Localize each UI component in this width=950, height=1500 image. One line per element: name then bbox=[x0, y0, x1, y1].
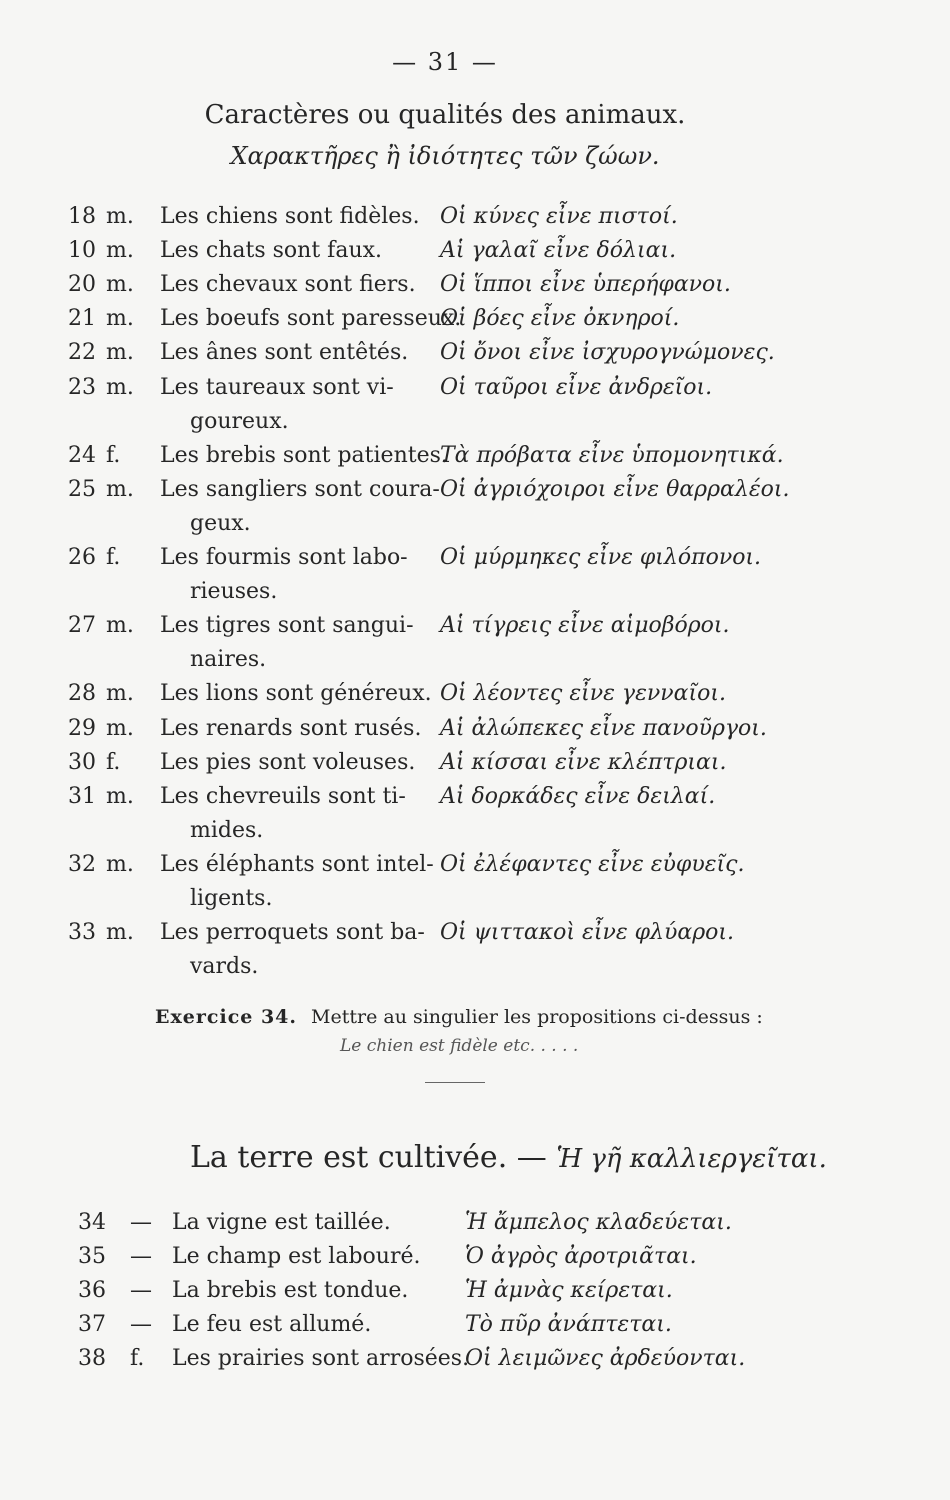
entry-french: Les ânes sont entêtés. bbox=[160, 340, 409, 366]
entry-row bbox=[0, 748, 950, 778]
entry-french: Les lions sont généreux. bbox=[160, 681, 432, 707]
exercise-text: Mettre au singulier les propositions ci-dessus : bbox=[311, 1006, 763, 1028]
entry-mark: — bbox=[130, 1278, 152, 1303]
entry-greek: Αἱ γαλαῖ εἶνε δόλιαι. bbox=[440, 238, 677, 264]
entry-number: 27 bbox=[68, 613, 96, 639]
entry-french: Le champ est labouré. bbox=[172, 1244, 421, 1269]
entry-greek: Αἱ κίσσαι εἶνε κλέπτριαι. bbox=[440, 749, 727, 775]
entry-number: 21 bbox=[68, 306, 96, 332]
entry-number: 36 bbox=[78, 1278, 106, 1303]
entry-gender: m. bbox=[106, 340, 134, 366]
entry-number: 28 bbox=[68, 681, 96, 707]
section-title: Caractères ou qualités des animaux. bbox=[204, 100, 686, 130]
entry-row bbox=[0, 850, 950, 880]
entry-gender: m. bbox=[106, 306, 134, 332]
section-title-2-french: La terre est cultivée. — bbox=[190, 1140, 547, 1175]
entry-gender: m. bbox=[106, 851, 134, 877]
entry-french: Les prairies sont arrosées. bbox=[172, 1346, 470, 1371]
entry-mark: — bbox=[130, 1312, 152, 1337]
entry-row bbox=[0, 202, 950, 232]
entry-french: La vigne est taillée. bbox=[172, 1210, 391, 1235]
entry-french-continued: vards. bbox=[190, 954, 259, 980]
section-divider bbox=[425, 1082, 485, 1083]
entry-row-2 bbox=[0, 1276, 950, 1306]
entry-greek: Οἱ ψιττακοὶ εἶνε φλύαροι. bbox=[440, 920, 735, 946]
page-number: — 31 — bbox=[392, 48, 498, 76]
entry-greek: Τὰ πρόβατα εἶνε ὑπομονητικά. bbox=[440, 442, 784, 468]
entry-french-continued: geux. bbox=[190, 510, 251, 536]
entry-number: 26 bbox=[68, 545, 96, 570]
entry-gender: f. bbox=[106, 545, 121, 570]
entry-greek: Αἱ τίγρεις εἶνε αἱμοβόροι. bbox=[440, 613, 730, 639]
entry-french: Les pies sont voleuses. bbox=[160, 749, 416, 775]
entry-row bbox=[0, 441, 950, 471]
entry-row bbox=[0, 611, 950, 641]
entry-continuation bbox=[0, 407, 950, 437]
entry-row bbox=[0, 679, 950, 709]
entry-mark: — bbox=[130, 1244, 152, 1269]
entry-gender: m. bbox=[106, 476, 134, 502]
entry-continuation bbox=[0, 884, 950, 914]
entry-row bbox=[0, 304, 950, 334]
entry-row bbox=[0, 475, 950, 505]
entry-gender: m. bbox=[106, 374, 134, 400]
entry-number: 38 bbox=[78, 1346, 106, 1371]
entry-french-continued: mides. bbox=[190, 817, 264, 843]
entry-mark: — bbox=[130, 1210, 152, 1235]
entry-greek: Οἱ ὄνοι εἶνε ἰσχυρογνώμονες. bbox=[440, 340, 775, 366]
entry-greek: Ὁ ἀγρὸς ἀροτριᾶται. bbox=[465, 1244, 697, 1269]
entry-french: Les brebis sont patientes. bbox=[160, 442, 448, 468]
entry-row bbox=[0, 782, 950, 812]
entry-number: 37 bbox=[78, 1312, 106, 1337]
entry-number: 23 bbox=[68, 374, 96, 400]
entry-number: 10 bbox=[68, 238, 96, 264]
entry-number: 32 bbox=[68, 851, 96, 877]
entry-row bbox=[0, 714, 950, 744]
entry-greek: Οἱ ταῦροι εἶνε ἀνδρεῖοι. bbox=[440, 374, 713, 400]
entry-continuation bbox=[0, 645, 950, 675]
entry-mark: f. bbox=[130, 1346, 145, 1371]
entry-greek: Οἱ λειμῶνες ἀρδεύονται. bbox=[465, 1346, 746, 1371]
entry-greek: Ἡ ἄμπελος κλαδεύεται. bbox=[465, 1210, 732, 1235]
entry-greek: Αἱ ἀλώπεκες εἶνε πανοῦργοι. bbox=[440, 715, 767, 741]
entry-greek: Τὸ πῦρ ἀνάπτεται. bbox=[465, 1312, 672, 1337]
entry-row-2 bbox=[0, 1242, 950, 1272]
entry-french: Les chevaux sont fiers. bbox=[160, 272, 416, 298]
entry-gender: m. bbox=[106, 920, 134, 946]
entry-continuation bbox=[0, 509, 950, 539]
entry-number: 22 bbox=[68, 340, 96, 366]
entry-french: Les taureaux sont vi- bbox=[160, 374, 394, 400]
entry-gender: m. bbox=[106, 204, 134, 229]
entry-french: La brebis est tondue. bbox=[172, 1278, 409, 1303]
section-title-2-greek: Ἡ γῆ καλλιεργεῖται. bbox=[556, 1144, 827, 1174]
entry-gender: m. bbox=[106, 783, 134, 809]
entry-greek: Οἱ βόες εἶνε ὀκνηροί. bbox=[440, 306, 680, 332]
entry-greek: Ἡ ἀμνὰς κείρεται. bbox=[465, 1278, 673, 1303]
entry-gender: m. bbox=[106, 681, 134, 707]
entry-number: 35 bbox=[78, 1244, 106, 1269]
entry-french-continued: ligents. bbox=[190, 886, 273, 911]
entry-gender: m. bbox=[106, 238, 134, 264]
entry-french: Le feu est allumé. bbox=[172, 1312, 372, 1337]
entry-gender: f. bbox=[106, 442, 121, 468]
exercise-instruction bbox=[155, 1006, 763, 1028]
entry-number: 25 bbox=[68, 476, 96, 502]
entry-french: Les éléphants sont intel- bbox=[160, 851, 434, 877]
entry-greek: Αἱ δορκάδες εἶνε δειλαί. bbox=[440, 783, 716, 809]
entry-number: 29 bbox=[68, 715, 96, 741]
entry-french: Les tigres sont sangui- bbox=[160, 613, 414, 639]
entry-number: 20 bbox=[68, 272, 96, 298]
entry-row-2 bbox=[0, 1208, 950, 1238]
entry-greek: Οἱ ἵπποι εἶνε ὑπερήφανοι. bbox=[440, 272, 731, 298]
entry-row bbox=[0, 236, 950, 266]
entry-number: 24 bbox=[68, 442, 96, 468]
entry-continuation bbox=[0, 816, 950, 846]
entry-greek: Οἱ μύρμηκες εἶνε φιλόπονοι. bbox=[440, 545, 762, 570]
entry-gender: m. bbox=[106, 715, 134, 741]
entry-number: 34 bbox=[78, 1210, 106, 1235]
entry-gender: f. bbox=[106, 749, 121, 775]
entry-french: Les chiens sont fidèles. bbox=[160, 204, 420, 229]
entry-gender: m. bbox=[106, 272, 134, 298]
entry-french: Les renards sont rusés. bbox=[160, 715, 422, 741]
entry-row bbox=[0, 270, 950, 300]
entry-greek: Οἱ ἀγριόχοιροι εἶνε θαρραλέοι. bbox=[440, 476, 790, 502]
entry-number: 30 bbox=[68, 749, 96, 775]
entry-french: Les perroquets sont ba- bbox=[160, 920, 425, 946]
entry-french: Les chats sont faux. bbox=[160, 238, 383, 264]
exercise-label: Exercice 34. bbox=[155, 1006, 298, 1028]
entry-french-continued: rieuses. bbox=[190, 579, 278, 605]
section-title-greek: Χαρακτῆρες ἢ ἰδιότητες τῶν ζώων. bbox=[230, 142, 660, 170]
entry-row-2 bbox=[0, 1310, 950, 1340]
entry-row bbox=[0, 918, 950, 948]
entry-french: Les boeufs sont paresseux. bbox=[160, 306, 462, 332]
entry-number: 18 bbox=[68, 204, 96, 229]
entry-row-2 bbox=[0, 1344, 950, 1374]
section-title-2 bbox=[190, 1140, 827, 1175]
entry-greek: Οἱ λέοντες εἶνε γενναῖοι. bbox=[440, 681, 726, 707]
entry-row bbox=[0, 543, 950, 573]
entry-greek: Οἱ ἐλέφαντες εἶνε εὐφυεῖς. bbox=[440, 851, 745, 877]
entry-row bbox=[0, 338, 950, 368]
entry-number: 31 bbox=[68, 783, 96, 809]
entry-french: Les chevreuils sont ti- bbox=[160, 783, 406, 809]
entry-french-continued: goureux. bbox=[190, 408, 289, 434]
entry-french: Les sangliers sont coura- bbox=[160, 476, 440, 502]
entry-gender: m. bbox=[106, 613, 134, 639]
entry-french-continued: naires. bbox=[190, 647, 267, 673]
entry-number: 33 bbox=[68, 920, 96, 946]
entry-french: Les fourmis sont labo- bbox=[160, 545, 408, 570]
entry-continuation bbox=[0, 577, 950, 607]
entry-greek: Οἱ κύνες εἶνε πιστοί. bbox=[440, 204, 678, 229]
entry-row bbox=[0, 373, 950, 403]
exercise-example: Le chien est fidèle etc. . . . . bbox=[340, 1036, 579, 1056]
entry-continuation bbox=[0, 952, 950, 982]
